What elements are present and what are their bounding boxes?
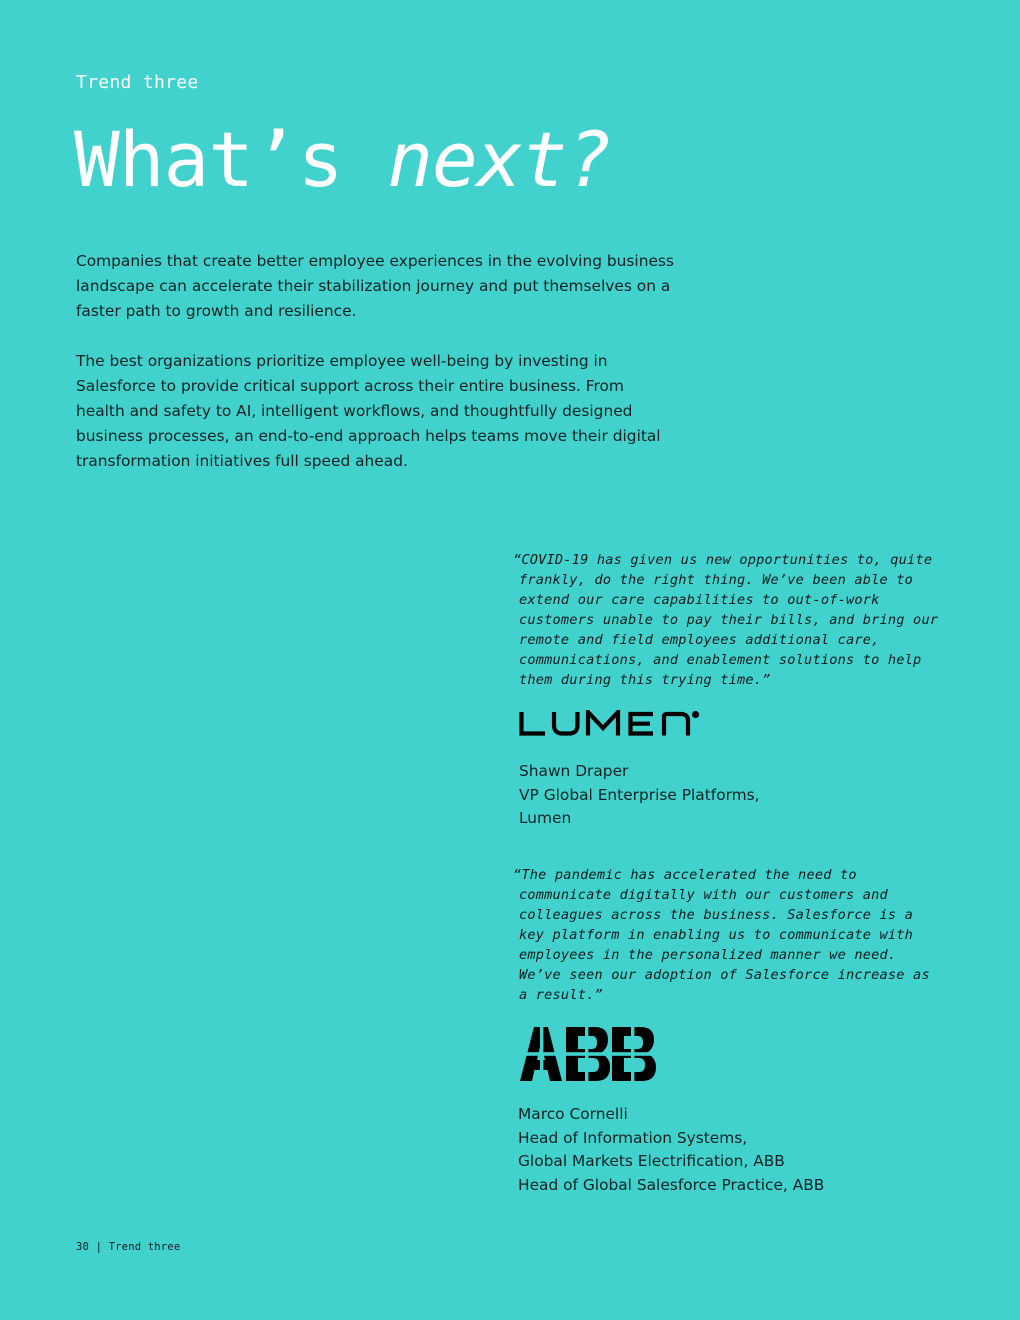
- page-title-regular: What’s: [74, 115, 388, 204]
- footer-section: Trend three: [108, 1241, 181, 1253]
- page-number: 30: [76, 1241, 90, 1253]
- section-label: Trend three: [76, 72, 199, 93]
- attribution: [519, 760, 943, 831]
- author-role-line: VP Global Enterprise Platforms,: [519, 785, 760, 804]
- page-title-italic: next?: [387, 115, 612, 204]
- quote-block-lumen: [513, 550, 943, 831]
- author-role-line: Head of Information Systems,: [518, 1128, 748, 1147]
- attribution: [518, 1103, 943, 1197]
- author-name: Shawn Draper: [519, 762, 629, 780]
- quote-text: “COVID-19 has given us new opportunities to, quite frankly, do the right thing. We’ve been able to extend our care capabilities to out-of-work customers unable to pay their bills, and bring our remote and field employees additional care, communications, and enablement solutions to help them during this trying time.”: [513, 552, 939, 688]
- footer-separator: |: [89, 1241, 109, 1253]
- page-title: [74, 112, 611, 208]
- quote-text: “The pandemic has accelerated the need to communicate digitally with our customers and colleagues across the business. Salesforce is a key platform in enabling us to communicate with employees in the personalized manner we need. We’ve seen our adoption of Salesforce increase as a result.”: [513, 867, 930, 1003]
- quote-block-abb: [513, 865, 943, 1197]
- author-role-line: Head of Global Salesforce Practice, ABB: [518, 1175, 825, 1194]
- author-role-line: Global Markets Electrification, ABB: [518, 1152, 785, 1170]
- intro-paragraph-2: The best organizations prioritize employee well-being by investing in Salesforce to provide critical support across their entire business. From health and safety to AI, intelligent workflows, and thoughtfully designed business processes, an end-to-end approach helps teams move their digital transformation initiatives full speed ahead.: [76, 352, 661, 470]
- author-role-line: Lumen: [519, 809, 572, 827]
- abb-logo: [519, 1027, 657, 1081]
- intro-paragraph-1: Companies that create better employee experiences in the evolving business landscape can accelerate their stabilization journey and put themselves on a faster path to growth and resilience.: [76, 252, 674, 320]
- author-name: Marco Cornelli: [518, 1105, 628, 1123]
- page-footer: [76, 1241, 180, 1253]
- lumen-logo: [519, 710, 701, 738]
- intro-text: [76, 249, 676, 499]
